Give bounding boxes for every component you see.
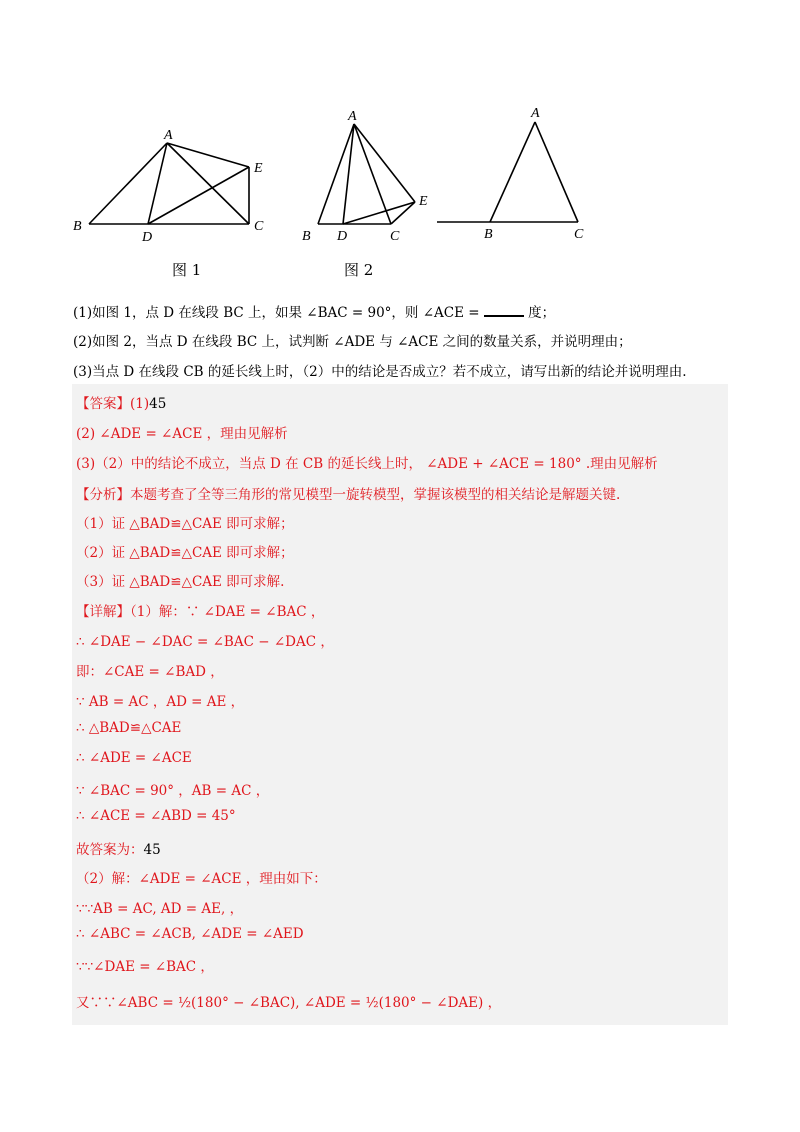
fig2-label-d: D	[337, 229, 348, 244]
answer-blank	[484, 303, 524, 317]
figure-2	[318, 124, 415, 224]
details-line-13: ∵∵∠DAE = ∠BAC ，	[76, 959, 214, 975]
fig2-segment-ae	[354, 124, 415, 202]
fig1-label-a: A	[164, 128, 173, 143]
analysis-step-2: （2）证 △BAD≌△CAE 即可求解；	[76, 545, 294, 561]
fig1-label-b: B	[73, 219, 82, 234]
answer-1-value: 45	[149, 396, 167, 412]
details-line-2: ∴ ∠DAE − ∠DAC = ∠BAC − ∠DAC ，	[76, 634, 334, 650]
final-answer-label: 故答案为：	[76, 842, 144, 858]
details-line-5: ∴ △BAD≌△CAE	[76, 720, 182, 736]
fig3-label-c: C	[574, 227, 584, 242]
fig3-label-b: B	[484, 227, 493, 242]
analysis-label: 【分析】	[76, 487, 130, 503]
details-line-8: ∴ ∠ACE = ∠ABD = 45°	[76, 808, 236, 824]
fig1-label-c: C	[254, 219, 264, 234]
fig1-segment-ad	[148, 143, 167, 224]
fig2-segment-ac	[354, 124, 391, 224]
fig2-segment-de	[343, 202, 415, 224]
analysis-line	[76, 483, 620, 503]
answer-1-prefix: (1)	[130, 396, 150, 412]
details-line-11: ∵∵AB = AC, AD = AE, ，	[76, 901, 244, 917]
answer-line-2: (2) ∠ADE = ∠ACE ，理由见解析	[76, 426, 288, 442]
details-line-7: ∵ ∠BAC = 90° ，AB = AC ，	[76, 783, 270, 799]
question-1-suffix: 度；	[528, 305, 556, 321]
question-3: (3)当点 D 在线段 CB 的延长线上时，（2）中的结论是否成立？若不成立，请写出新的结论并说明理由.	[73, 364, 687, 380]
fig1-label-d: D	[142, 230, 153, 245]
details-line-10: （2）解：∠ADE = ∠ACE ，理由如下：	[76, 871, 327, 887]
details-line-4: ∵ AB = AC ，AD = AE ，	[76, 694, 245, 710]
figure-3	[437, 122, 578, 222]
question-2: (2)如图 2，当点 D 在线段 BC 上，试判断 ∠ADE 与 ∠ACE 之间的数量关系，并说明理由；	[73, 334, 632, 350]
details-line-3: 即：∠CAE = ∠BAD ，	[76, 664, 224, 680]
figure-1	[89, 143, 249, 224]
fig2-label-a: A	[348, 109, 357, 124]
details-line-1	[76, 600, 324, 620]
details-line-6: ∴ ∠ADE = ∠ACE	[76, 750, 192, 766]
fig3-segment-ab	[490, 122, 535, 222]
analysis-step-1: （1）证 △BAD≌△CAE 即可求解；	[76, 516, 294, 532]
fig3-label-a: A	[531, 106, 540, 121]
details-line-12: ∴ ∠ABC = ∠ACB, ∠ADE = ∠AED	[76, 926, 304, 942]
analysis-step-3: （3）证 △BAD≌△CAE 即可求解.	[76, 574, 285, 590]
fig3-segment-ac	[535, 122, 578, 222]
answer-line-3: (3)（2）中的结论不成立，当点 D 在 CB 的延长线上时， ∠ADE + ∠ACE = 180° .理由见解析	[76, 456, 658, 472]
analysis-text: 本题考查了全等三角形的常见模型一旋转模型，掌握该模型的相关结论是解题关键.	[130, 487, 621, 503]
fig1-segment-ab	[89, 143, 167, 224]
fig1-label-e: E	[254, 161, 263, 176]
final-answer-value: 45	[143, 842, 161, 858]
fig2-label-b: B	[302, 229, 311, 244]
details-label: 【详解】	[76, 604, 130, 620]
figure-2-caption: 图 2	[344, 261, 374, 279]
question-1	[73, 301, 555, 321]
fig2-label-e: E	[419, 194, 428, 209]
question-1-text: (1)如图 1，点 D 在线段 BC 上，如果 ∠BAC = 90°，则 ∠ACE =	[73, 305, 480, 321]
fig1-segment-de	[148, 167, 249, 224]
answer-line-1	[76, 392, 166, 412]
fig2-label-c: C	[390, 229, 400, 244]
figures-diagram	[0, 0, 800, 290]
details-line-9	[76, 838, 161, 858]
answer-label: 【答案】	[76, 396, 130, 412]
details-line-14: 又∵∵∠ABC = ½(180° − ∠BAC), ∠ADE = ½(180° − ∠DAE) ，	[76, 995, 502, 1011]
details-step-1: （1）解：∵ ∠DAE = ∠BAC ，	[130, 604, 325, 620]
figure-1-caption: 图 1	[172, 261, 202, 279]
